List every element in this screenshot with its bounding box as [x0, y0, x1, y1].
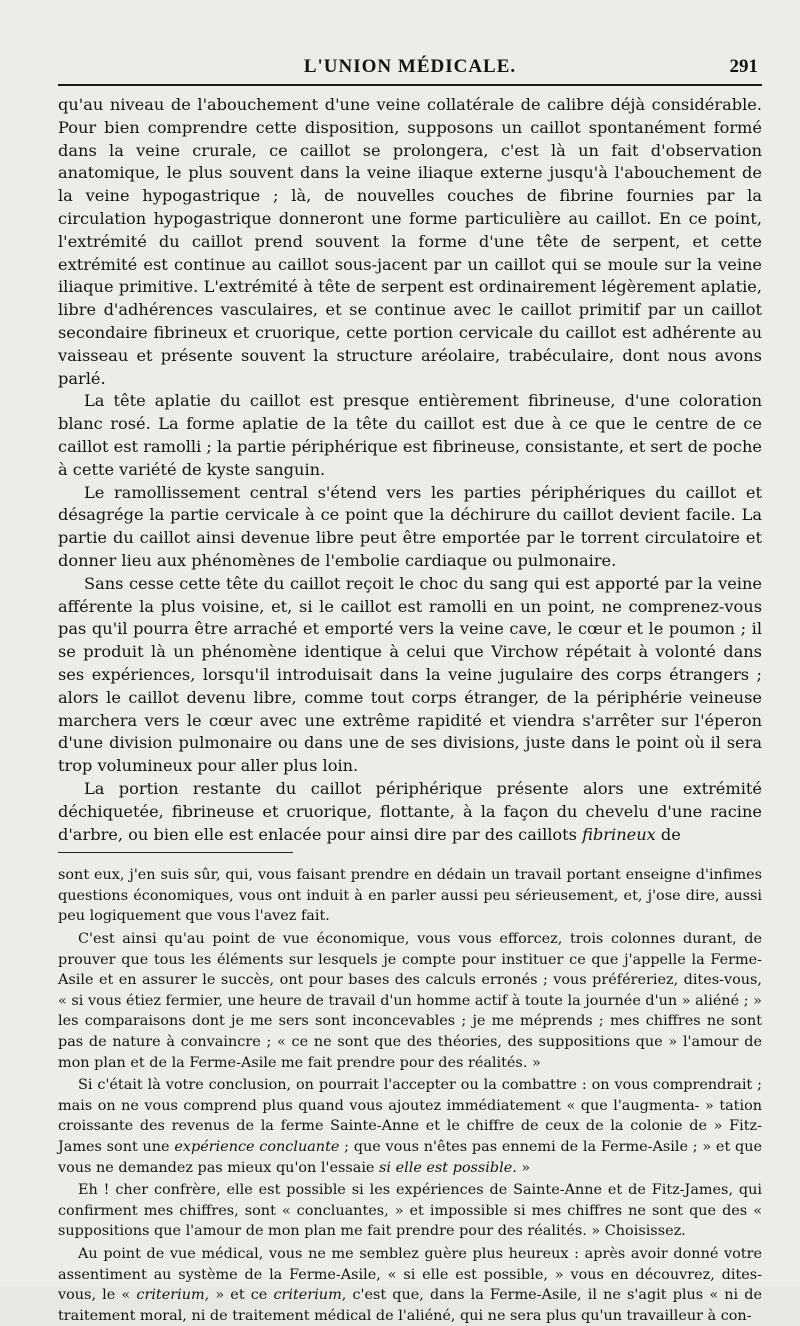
paragraph-text: de: [655, 824, 681, 844]
note-text: Au point de vue médical, vous ne me semblez guère plus heureux : après avoir donné votre assentiment au système de la Ferme-Asile, « si elle est possible, » vous en découvrez, dites-vous, le «: [58, 1245, 762, 1304]
note-paragraph: C'est ainsi qu'au point de vue économique, vous vous efforcez, trois colonnes durant, de prouver que tous les éléments sur lesquels je compte pour instituer ce que j'appelle la Ferme-Asile et en assurer le succès, ont pour bases des calculs erronés ; vous préféreriez, dites-vous, « si vous étiez fermier, une heure de travail d'un homme actif à toute la journée d'un » aliéné ; » les comparaisons dont je me sers sont inconcevables ; je me méprends ; mes chiffres ne sont pas de nature à convaincre ; « ce ne sont que des théories, des suppositions que » l'amour de mon plan et de la Ferme-Asile me fait prendre pour des réalités. »: [58, 931, 762, 1071]
feuilleton-text: [58, 865, 762, 1326]
note-text: , » et ce: [204, 1287, 274, 1304]
italic-term: criterium: [273, 1287, 342, 1304]
italic-phrase: si elle est possible: [379, 1159, 513, 1176]
italic-term: criterium: [136, 1287, 205, 1304]
italic-phrase: expérience concluante: [174, 1139, 340, 1156]
paragraph-text: La portion restante du caillot périphérique présente alors une extrémité déchiquetée, fibrineuse et cruorique, flottante, à la façon du chevelu d'une racine d'arbre, ou bien elle est enlacée pour ainsi dire par des caillots: [58, 778, 762, 844]
journal-title: L'UNION MÉDICALE.: [303, 56, 517, 77]
note-paragraph: Eh ! cher confrère, elle est possible si les expériences de Sainte-Anne et de Fitz-James, qui confirment mes chiffres, sont « concluantes, » et impossible si mes chiffres ne sont que des « suppositions que l'amour de mon plan me fait prendre pour des réalités. » Choisissez.: [58, 1182, 762, 1240]
note-paragraph: [58, 1244, 762, 1326]
paragraph: Sans cesse cette tête du caillot reçoit le choc du sang qui est apporté par la veine afférente la plus voisine, et, si le caillot est ramolli en un point, ne comprenez-vous pas qu'il pourra être arraché et emporté vers la veine cave, le cœur et le poumon ; il se produit là un phénomène identique à celui que Virchow répétait à volonté dans ses expériences, lorsqu'il introduisait dans la veine jugulaire des corps étrangers ; alors le caillot devenu libre, comme tout corps étranger, de la périphérie veineuse marchera vers le cœur avec une extrême rapidité et viendra s'arrêter sur l'éperon d'une division pulmonaire ou dans une de ses divisions, juste dans le point où il sera trop volumineux pour aller plus loin.: [58, 573, 762, 776]
note-text: ; que vous n'êtes pas ennemi de la Ferme-Asile ; » et que vous ne demandez pas mieux qu'on l'essaie: [58, 1139, 762, 1176]
note-text: Si c'était là votre conclusion, on pourrait l'accepter ou la combattre : on vous comprendrait ; mais on ne vous comprend plus quand vous ajoutez immédiatement « que l'augmenta- » tation croissante des revenus de la ferme Sainte-Anne et le chiffre de ceux de la colonie de » Fitz-James sont une: [58, 1077, 762, 1156]
italic-term: fibrineux: [582, 824, 656, 844]
note-text: . »: [512, 1159, 531, 1176]
note-text: , c'est que, dans la Ferme-Asile, il ne s'agit plus « ni de traitement moral, ni de traitement médical de l'aliéné, qui ne sera plus qu'un travailleur à con-: [58, 1287, 763, 1324]
paragraph: La tête aplatie du caillot est presque entièrement fibrineuse, d'une coloration blanc rosé. La forme aplatie de la tête du caillot est due à ce que le centre de ce caillot est ramolli ; la partie périphérique est fibrineuse, consistante, et sert de poche à cette variété de kyste sanguin.: [58, 391, 762, 479]
footnote-divider: [58, 852, 293, 853]
note-paragraph: [58, 1075, 762, 1178]
main-text: [58, 94, 762, 846]
note-paragraph: sont eux, j'en suis sûr, qui, vous faisant prendre en dédain un travail portant enseigne d'infimes questions économiques, vous ont induit à en parler aussi peu sérieusement, et, j'ose dire, aussi peu logiquement que vous l'avez fait.: [58, 867, 762, 925]
running-header: [58, 50, 762, 86]
paragraph: qu'au niveau de l'abouchement d'une veine collatérale de calibre déjà considérable. Pour bien comprendre cette disposition, supposons un caillot spontanément formé dans la veine crurale, ce caillot se prolongera, c'est là un fait d'observation anatomique, le plus souvent dans la veine iliaque externe jusqu'à l'abouchement de la veine hypogastrique ; là, de nouvelles couches de fibrine fournies par la circulation hypogastrique donneront une forme particulière au caillot. En ce point, l'extrémité du caillot prend souvent la forme d'une tête de serpent, et cette extrémité est continue au caillot sous-jacent par un caillot qui se moule sur la veine iliaque primitive. L'extrémité à tête de serpent est ordinairement légèrement aplatie, libre d'adhérences vasculaires, et se continue avec le caillot primitif par un caillot secondaire fibrineux et cruorique, cette portion cervicale du caillot est adhérente au vaisseau et présente souvent la structure aréolaire, trabéculaire, dont nous avons parlé.: [58, 95, 762, 388]
paragraph: Le ramollissement central s'étend vers les parties périphériques du caillot et désagrége la partie cervicale à ce point que la déchirure du caillot devient facile. La partie du caillot ainsi devenue libre peut être emportée par le torrent circulatoire et donner lieu aux phénomènes de l'embolie cardiaque ou pulmonaire.: [58, 482, 762, 570]
page-number: 291: [729, 56, 758, 77]
paragraph: [58, 778, 762, 846]
